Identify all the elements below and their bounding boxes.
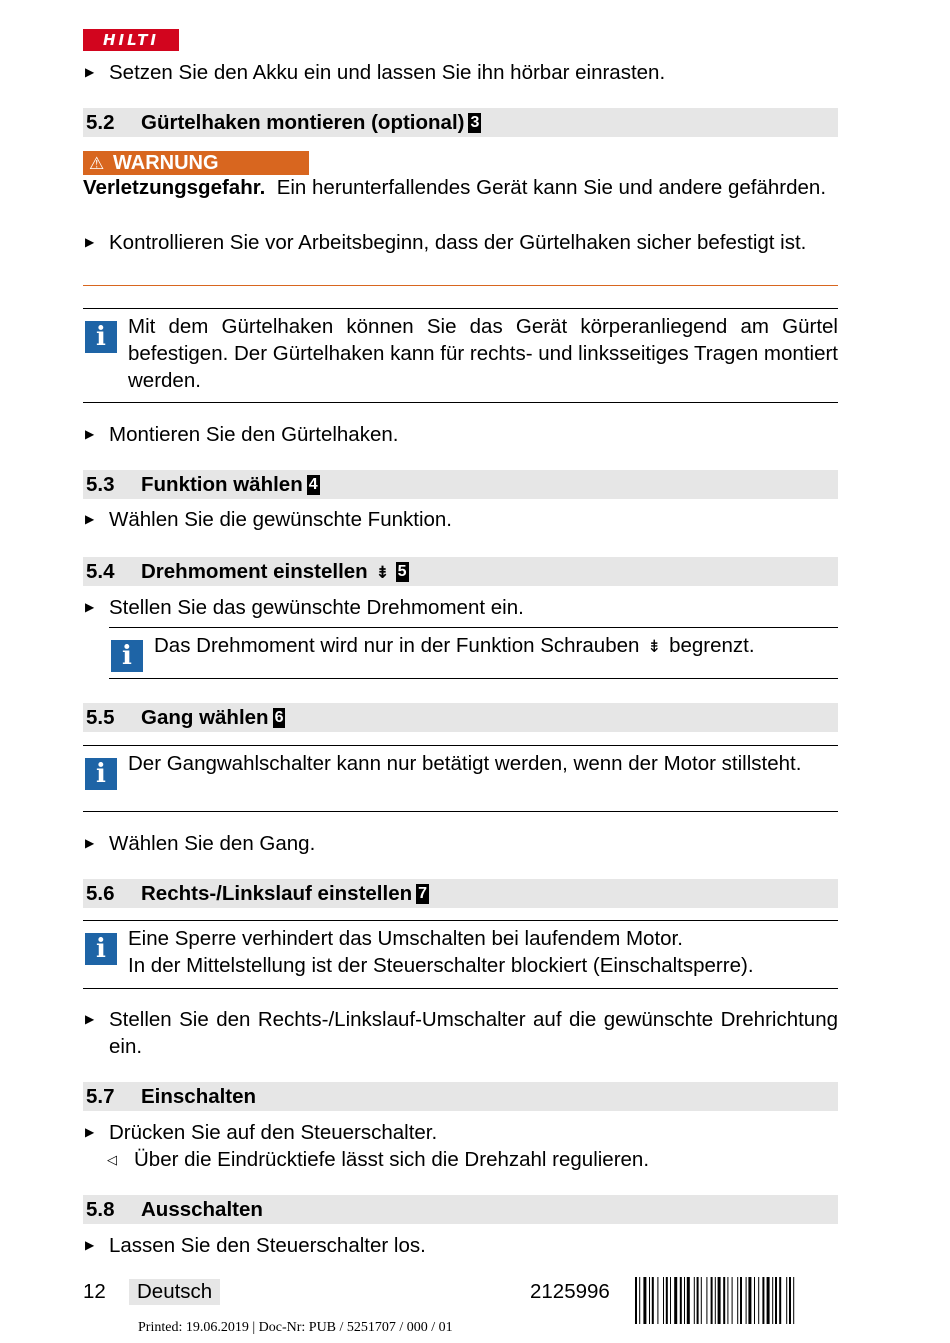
section-heading-5-4: 5.4 Drehmoment einstellen ⇟ 5 <box>83 557 838 586</box>
bullet-triangle-icon: ▶ <box>85 1125 95 1139</box>
figure-ref: 3 <box>470 114 480 131</box>
step-press-switch: ▶ Drücken Sie auf den Steuerschalter. <box>85 1121 438 1144</box>
bullet-triangle-icon: ▶ <box>85 65 95 79</box>
warning-divider <box>83 285 838 286</box>
note-divider-bottom <box>83 811 838 812</box>
barcode-image <box>635 1277 843 1324</box>
section-heading-5-6: 5.6 Rechts-/Linkslauf einstellen 7 <box>83 879 838 908</box>
step-set-torque: ▶ Stellen Sie das gewünschte Drehmoment ein. <box>85 596 524 619</box>
step-set-direction: ▶ Stellen Sie den Rechts-/Linkslauf-Umschalter auf die gewünschte Drehrichtung ein. <box>85 1008 838 1058</box>
note-divider-bottom <box>109 678 838 679</box>
bullet-triangle-icon: ▶ <box>85 836 95 850</box>
info-icon: i <box>85 933 117 965</box>
info-icon: i <box>85 321 117 353</box>
warning-label: ⚠ WARNUNG <box>83 151 309 175</box>
bullet-triangle-icon: ▶ <box>85 235 95 249</box>
note-divider-top <box>83 308 838 309</box>
print-info: Printed: 19.06.2019 | Doc-Nr: PUB / 5251707 / 000 / 01 <box>138 1320 453 1335</box>
bullet-triangle-icon: ▶ <box>85 512 95 526</box>
document-code: 2125996 <box>530 1280 610 1303</box>
info-note-lock: i Eine Sperre verhindert das Umschalten bei laufendem Motor. In der Mittelstellung ist der Steuerschalter blockiert (Einschaltsperre). <box>83 925 838 979</box>
note-divider-top <box>83 920 838 921</box>
section-heading-5-8: 5.8 Ausschalten <box>83 1195 838 1224</box>
figure-ref: 5 <box>397 563 407 580</box>
bullet-triangle-icon: ▶ <box>85 1012 95 1026</box>
figure-ref: 6 <box>274 709 284 726</box>
section-heading-5-3: 5.3 Funktion wählen 4 <box>83 470 838 499</box>
language-label: Deutsch <box>129 1279 220 1305</box>
section-heading-5-5: 5.5 Gang wählen 6 <box>83 703 838 732</box>
figure-ref: 4 <box>308 476 318 493</box>
note-divider-top <box>109 627 838 628</box>
page-number: 12 <box>83 1280 106 1303</box>
step-insert-battery: ▶ Setzen Sie den Akku ein und lassen Sie ihn hörbar einrasten. <box>85 61 666 84</box>
screw-icon: ⇟ <box>647 637 662 656</box>
bullet-triangle-icon: ▶ <box>85 600 95 614</box>
note-divider-bottom <box>83 402 838 403</box>
info-icon: i <box>111 640 143 672</box>
note-divider-bottom <box>83 988 838 989</box>
warning-text: Verletzungsgefahr. Ein herunterfallendes Gerät kann Sie und andere gefährden. <box>83 176 827 199</box>
hilti-logo: HILTI <box>83 29 179 51</box>
note-divider-top <box>83 745 838 746</box>
bullet-triangle-icon: ▶ <box>85 427 95 441</box>
figure-ref: 7 <box>418 885 428 902</box>
step-select-function: ▶ Wählen Sie die gewünschte Funktion. <box>85 508 453 531</box>
result-triangle-icon: ◁ <box>107 1152 117 1167</box>
info-icon: i <box>85 758 117 790</box>
step-mount-belt-hook: ▶ Montieren Sie den Gürtelhaken. <box>85 423 399 446</box>
info-note-belt-hook: i Mit dem Gürtelhaken können Sie das Gerät körperanliegend am Gürtel befestigen. Der Gürtelhaken kann für rechts- und linksseitiges Tragen montiert werden. <box>83 313 838 394</box>
section-heading-5-7: 5.7 Einschalten <box>83 1082 838 1111</box>
screw-icon: ⇟ <box>375 563 390 582</box>
bullet-triangle-icon: ▶ <box>85 1238 95 1252</box>
step-result: ◁ Über die Eindrücktiefe lässt sich die Drehzahl regulieren. <box>107 1148 650 1171</box>
info-note-torque: i Das Drehmoment wird nur in der Funktion Schrauben ⇟ begrenzt. <box>109 632 838 678</box>
warning-step: ▶ Kontrollieren Sie vor Arbeitsbeginn, dass der Gürtelhaken sicher befestigt ist. <box>85 231 807 254</box>
step-release-switch: ▶ Lassen Sie den Steuerschalter los. <box>85 1234 426 1257</box>
step-select-gear: ▶ Wählen Sie den Gang. <box>85 832 316 855</box>
info-note-gear: i Der Gangwahlschalter kann nur betätigt werden, wenn der Motor stillsteht. <box>83 750 838 777</box>
section-heading-5-2: 5.2 Gürtelhaken montieren (optional) 3 <box>83 108 838 137</box>
warning-triangle-icon: ⚠ <box>89 154 105 173</box>
